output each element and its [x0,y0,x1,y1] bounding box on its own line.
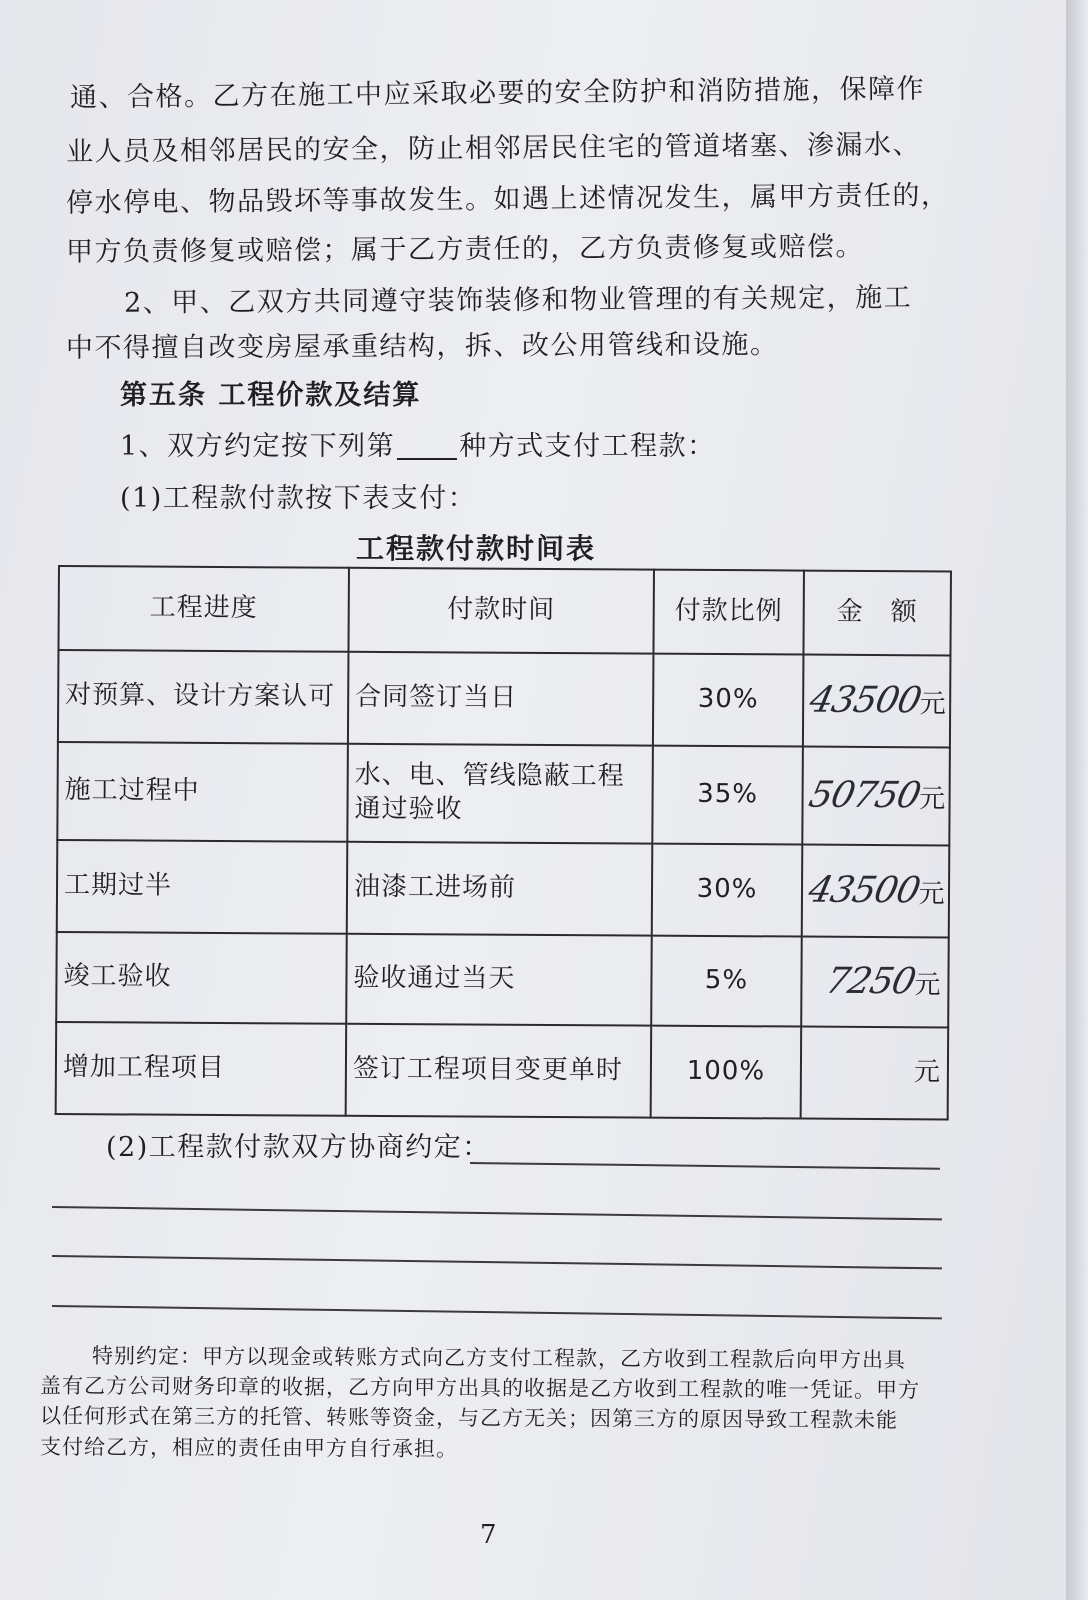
ratio-cell: 5% [651,936,802,1027]
stage-cell: 对预算、设计方案认可 [58,650,349,744]
table-row [58,650,951,747]
stage-cell: 工期过半 [57,840,348,934]
amount-cell [803,655,951,748]
table-header-row [58,566,950,655]
table-title: 工程款付款时间表 [356,532,597,565]
ratio-cell: 35% [652,746,803,845]
agreement-line[interactable] [52,1305,942,1319]
time-cell: 水、电、管线隐蔽工程通过验收 [347,744,653,844]
header-ratio: 付款比例 [653,570,804,655]
stage-cell: 增加工程项目 [56,1022,347,1116]
handwritten-amount: 43500 [805,679,925,721]
amount-unit: 元 [918,878,946,910]
table-row [56,1022,949,1119]
ratio-cell: 100% [651,1026,802,1119]
special-terms-line: 支付给乙方，相应的责任由甲方自行承担。 [39,1434,459,1462]
stage-cell: 竣工验收 [56,932,347,1024]
handwritten-amount: 7250 [822,960,920,1002]
payment-schedule-table [55,565,952,1120]
clause-1-after: 种方式支付工程款： [459,431,716,462]
time-cell: 合同签订当日 [348,652,654,746]
ratio-cell: 30% [653,654,804,747]
stage-cell: 施工过程中 [57,742,348,842]
option-2: (2)工程款付款双方协商约定： [106,1132,491,1163]
amount-unit: 元 [913,1057,942,1088]
table-row [57,840,950,937]
special-terms-line: 特别约定：甲方以现金或转账方式向乙方支付工程款，乙方收到工程款后向甲方出具 [91,1343,907,1373]
table-row [56,932,949,1027]
handwritten-amount: 50750 [805,774,924,816]
clause-1 [120,433,716,460]
header-stage: 工程进度 [58,566,349,652]
time-cell: 签订工程项目变更单时 [346,1024,652,1118]
table-row [57,742,950,845]
next-page-edge [1066,0,1088,1600]
amount-unit: 元 [919,688,947,720]
clause-1-before: 1、双方约定按下列第 [120,431,396,462]
time-cell: 验收通过当天 [346,934,652,1026]
header-time: 付款时间 [348,568,654,654]
amount-cell [801,937,949,1028]
article-heading: 第五条 工程价款及结算 [120,380,422,411]
agreement-line[interactable] [52,1255,942,1269]
paragraph-line: 中不得擅自改变房屋承重结构，拆、改公用管线和设施。 [65,329,779,364]
agreement-line[interactable] [52,1206,942,1220]
amount-unit: 元 [919,783,947,815]
amount-cell [801,1027,949,1120]
handwritten-amount: 43500 [804,869,924,911]
special-terms-line: 以任何形式在第三方的托管、转账等资金，与乙方无关；因第三方的原因导致工程款未能 [39,1403,899,1433]
choice-blank[interactable] [397,436,457,460]
paragraph-line: 2、甲、乙双方共同遵守装饰装修和物业管理的有关规定，施工 [123,282,913,319]
paragraph-line: 业人员及相邻居民的安全，防止相邻居民住宅的管道堵塞、渗漏水、 [65,129,922,168]
header-amount: 金 额 [803,571,951,656]
paragraph-line: 甲方负责修复或赔偿；属于乙方责任的，乙方负责修复或赔偿。 [65,231,865,268]
special-terms-line: 盖有乙方公司财务印章的收据，乙方向甲方出具的收据是乙方收到工程款的唯一凭证。甲方 [39,1373,921,1403]
ratio-cell: 30% [652,844,803,937]
amount-cell [802,845,950,938]
paragraph-line: 通、合格。乙方在施工中应采取必要的安全防护和消防措施，保障作 [69,73,926,114]
agreement-line[interactable] [470,1162,940,1170]
page-number: 7 [480,1520,497,1550]
amount-cell [802,747,950,846]
paragraph-line: 停水停电、物品毁坏等事故发生。如遇上述情况发生，属甲方责任的， [65,180,950,219]
option-1: (1)工程款付款按下表支付： [120,483,477,514]
amount-unit: 元 [914,969,942,1000]
time-cell: 油漆工进场前 [347,842,653,936]
